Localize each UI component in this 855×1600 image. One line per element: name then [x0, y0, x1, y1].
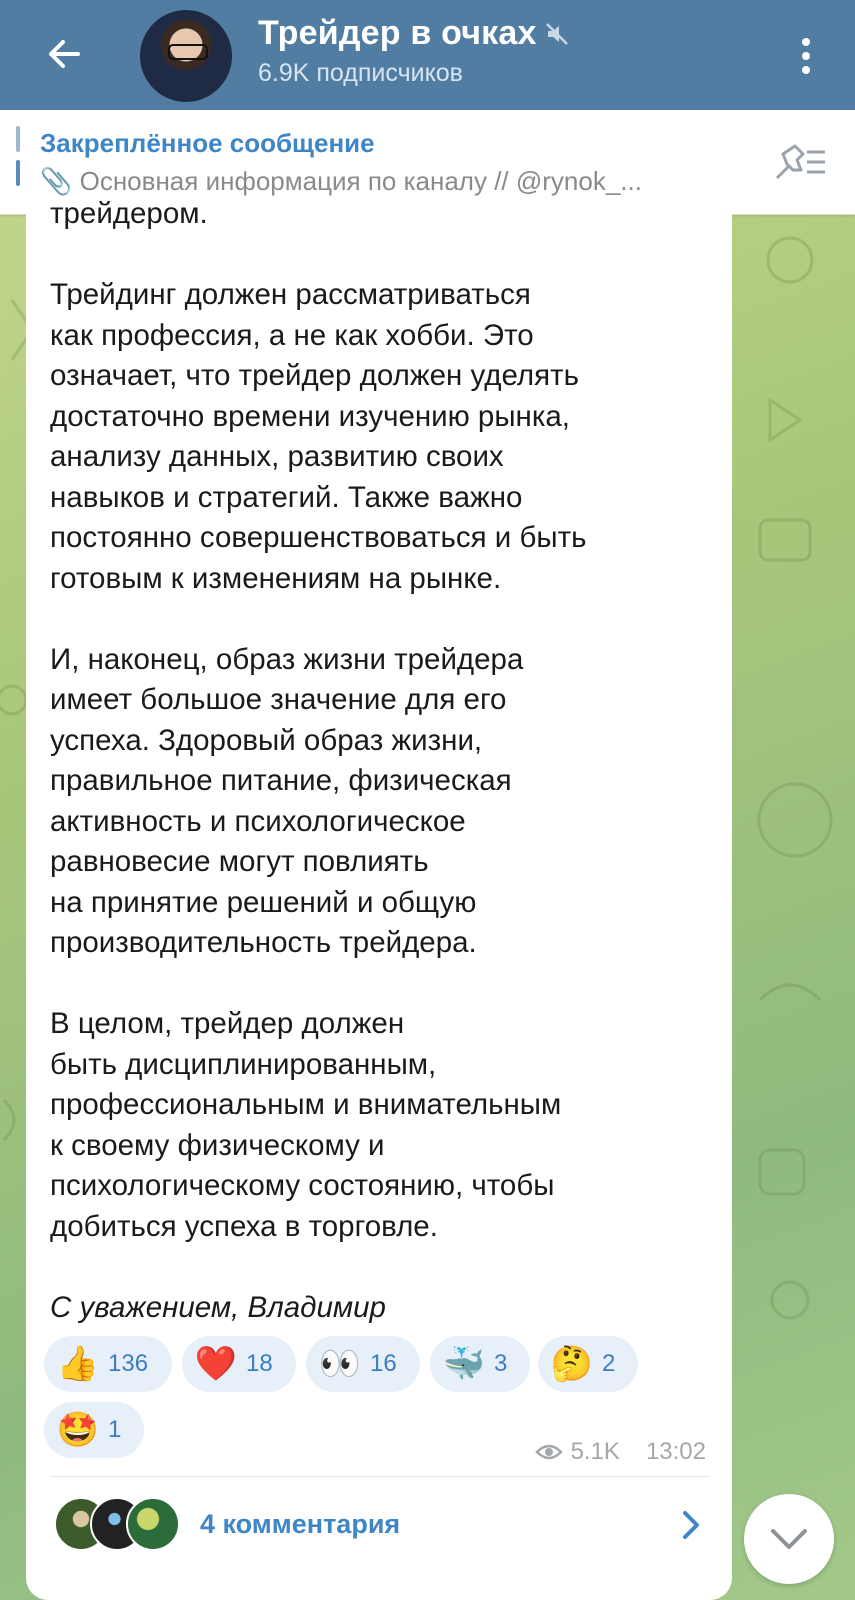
channel-post: [26, 197, 732, 1600]
heart-icon: ❤️: [194, 1345, 238, 1383]
comments-label: 4 комментария: [200, 1509, 401, 1539]
post-time: 13:02: [645, 1438, 706, 1465]
post-paragraph: И, наконец, образ жизни трейдера имеет большое значение для его успеха. Здоровый образ жизни, правильное питание, физическая активность и психологическое равновесие могут повлиять на принятие решений и общую производительность трейдера.: [50, 642, 524, 959]
channel-avatar[interactable]: [140, 10, 232, 102]
post-meta: [535, 1438, 706, 1466]
post-paragraph: трейдером.: [50, 197, 208, 230]
reaction-whale[interactable]: [430, 1336, 530, 1392]
commenter-avatars: [54, 1497, 184, 1549]
channel-title: Трейдер в очках: [258, 14, 537, 52]
reaction-eyes[interactable]: [306, 1336, 420, 1392]
chat-header: [0, 0, 855, 110]
post-paragraph: Трейдинг должен рассматриваться как профессия, а не как хобби. Это означает, что трейдер должен уделять достаточно времени изучению рынка, анализу данных, развитию своих навыков и стратегий. Также важно постоянно совершенствоваться и быть готовым к изменениям на рынке.: [50, 278, 587, 595]
avatar: [126, 1497, 180, 1551]
muted-speaker-icon: [545, 22, 569, 46]
back-arrow-icon: [44, 34, 84, 74]
reaction-thumbs-up[interactable]: [44, 1336, 172, 1392]
reaction-count: 1: [108, 1416, 122, 1443]
scroll-down-button[interactable]: [744, 1494, 834, 1584]
back-button[interactable]: [36, 26, 92, 82]
pinned-indicator: [16, 126, 20, 200]
eyes-icon: 👀: [318, 1345, 362, 1383]
reaction-heart[interactable]: [182, 1336, 296, 1392]
reaction-count: 18: [246, 1350, 273, 1377]
pinned-title: Закреплённое сообщение: [40, 128, 375, 158]
chevron-down-icon: [767, 1525, 811, 1553]
eye-icon: [535, 1442, 563, 1462]
post-text: [50, 194, 720, 1328]
channel-info[interactable]: [258, 14, 569, 88]
reaction-star-struck[interactable]: [44, 1402, 144, 1458]
more-vertical-icon[interactable]: [791, 28, 821, 84]
reaction-thinking[interactable]: [538, 1336, 638, 1392]
pinned-text: 📎 Основная информация по каналу // @rynok_...: [40, 166, 642, 196]
subscriber-count: 6.9K подписчиков: [258, 59, 463, 87]
comments-button[interactable]: [26, 1477, 732, 1571]
post-paragraph: В целом, трейдер должен быть дисциплинированным, профессиональным и внимательным к своему физическому и психологическому состоянию, чтобы добиться успеха в торговле.: [50, 1007, 562, 1243]
reaction-count: 2: [602, 1350, 616, 1377]
view-count: 5.1K: [570, 1438, 620, 1465]
reaction-count: 16: [370, 1350, 397, 1377]
post-signature: С уважением, Владимир: [50, 1290, 386, 1324]
star-struck-icon: 🤩: [56, 1411, 100, 1449]
pinned-list-icon[interactable]: [771, 140, 829, 184]
thinking-face-icon: 🤔: [550, 1345, 594, 1383]
thumbs-up-icon: 👍: [56, 1345, 100, 1383]
whale-icon: 🐳: [442, 1345, 486, 1383]
chevron-right-icon: [676, 1507, 706, 1543]
reaction-count: 3: [494, 1350, 508, 1377]
reaction-count: 136: [108, 1350, 149, 1377]
